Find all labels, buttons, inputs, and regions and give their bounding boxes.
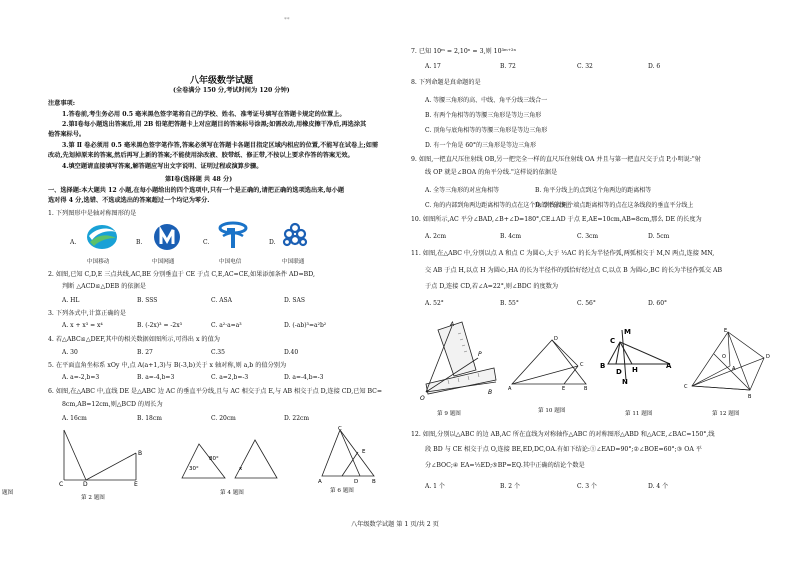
- question-5: 5. 在平面直角坐标系 xOy 中,点 A(a+1,3)与 B(-3,b)关于 x 轴对称,则 a,b 的值分别为: [48, 362, 287, 369]
- notice-item: 4.填空题请直接填写答案,解答题应写出文字说明、证明过程或演算步骤。: [62, 163, 263, 170]
- option-c: C.35: [211, 349, 225, 356]
- option-b: B. 有两个角相等的等腰三角形是等边三角形: [425, 112, 542, 119]
- notice-item: 改动,先划掉原来的答案,然后再写上新的答案;不能使用涂改液、胶带纸、修正带,不按以上要求作答的答案无效。: [48, 152, 354, 159]
- label-d: D: [554, 336, 558, 342]
- option-d: D. 5cm: [648, 233, 670, 240]
- option-a: A. 2cm: [425, 233, 447, 240]
- option-a: A. 17: [425, 63, 441, 70]
- figure-2-caption: 第 2 题图: [81, 495, 105, 501]
- notice-item: 2.第Ⅰ卷每小题选出答案后,用 2B 铅笔把答题卡上对应题目的答案标号涂黑;如需改动,用橡皮擦干净后,再选涂其: [62, 121, 367, 128]
- option-a: A. a=-2,b=3: [62, 374, 100, 381]
- question-4: 4. 若△ABC≌△DEF,其中的相关数据如图所示,可得出 x 的值为: [48, 336, 220, 343]
- exam-subtitle: (全卷满分 150 分,考试时间为 120 分钟): [173, 87, 290, 94]
- option-c: C. 32: [577, 63, 593, 70]
- figure-10: [508, 336, 590, 390]
- label-c: C: [684, 384, 688, 390]
- notice-item: 3.第 Ⅱ 卷必须用 0.5 毫米黑色签字笔作答,答案必须写在答题卡各题目指定区域内相应的位置,不能写在试卷上;如需: [62, 142, 379, 149]
- question-2: 2. 如图,已知 C,D,E 三点共线,AC,BE 分别垂直于 CE 于点 C,E,AC=CE,如果添加条件 AD=BD,: [48, 271, 315, 278]
- option-d: D. (-ab)³=a²b²: [284, 322, 327, 329]
- option-a: A. x + x³ = x⁴: [62, 322, 103, 329]
- label-c: C: [580, 362, 584, 368]
- figure-4: [177, 436, 297, 486]
- notice-heading: 注意事项:: [48, 100, 76, 107]
- label-m: M: [624, 328, 631, 336]
- option-label: B.: [136, 239, 143, 246]
- logo-caption: 中国电信: [219, 259, 242, 265]
- figure-6: [318, 426, 378, 484]
- label-e: E: [562, 386, 566, 392]
- option-d: D. 60°: [648, 300, 668, 307]
- notice-item: 他答案标号。: [48, 131, 86, 138]
- section-intro: 选对得 4 分,选错、不选或选出的答案超过一个均记为零分.: [48, 197, 210, 204]
- label-o: O: [420, 395, 425, 402]
- question-1: 1. 下列图形中是轴对称图形的是: [48, 210, 137, 217]
- option-a: A. 16cm: [62, 415, 87, 422]
- section-intro: 一、选择题:本大题共 12 小题,在每小题给出的四个选项中,只有一个是正确的,请把正确的选项选出来,每小题: [48, 187, 345, 194]
- label-e: E: [724, 328, 728, 334]
- option-c: C. a²·a=a³: [211, 322, 242, 329]
- label-d: D: [766, 354, 770, 360]
- figure-6-caption: 第 6 题图: [330, 488, 354, 494]
- option-b: B. 55°: [500, 300, 519, 307]
- label-n: N: [622, 378, 628, 386]
- label-b: B: [584, 386, 588, 392]
- option-a: A. 等腰三角形的高、中线、角平分线三线合一: [425, 97, 548, 104]
- figure-9-caption: 第 9 题图: [437, 411, 461, 417]
- option-b: B. 2 个: [500, 483, 520, 490]
- label-a: A: [666, 362, 672, 370]
- figure-2: [58, 425, 148, 487]
- option-d: D. a=-4,b=-3: [284, 374, 324, 381]
- option-a: A. 1 个: [425, 483, 445, 490]
- label-d: D: [616, 368, 622, 376]
- option-d: D.40: [284, 349, 299, 356]
- option-b: B. (-2x)³ = -2x³: [137, 322, 183, 329]
- option-c: C. 56°: [577, 300, 596, 307]
- option-b: B. 72: [500, 63, 516, 70]
- label-h: H: [632, 366, 638, 374]
- angle-label: 30°: [189, 466, 199, 472]
- option-b: B. 角平分线上的点到这个角两边的距离相等: [535, 187, 652, 194]
- option-c: C. 角的内部到角两边距离相等的点在这个角的平分线上: [425, 202, 572, 209]
- exam-title: 八年级数学试题: [190, 76, 254, 86]
- edge-mark: 题图: [2, 490, 14, 496]
- figure-11-caption: 第 11 题图: [625, 411, 653, 417]
- question-12: 12. 如图,分别以△ABC 的边 AB,AC 所在直线为对称轴作△ABC 的对称图形△ABD 和△ACE,∠BAC=150°,线: [411, 431, 715, 438]
- china-telecom-logo: [217, 220, 249, 254]
- page-footer: 八年级数学试题 第 1 页/共 2 页: [351, 521, 439, 528]
- question-9-cont: 线 OP 就是∠BOA 的角平分线."这样说的依据是: [425, 169, 558, 176]
- option-c: C. 20cm: [211, 415, 236, 422]
- logo-caption: 中国联通: [282, 259, 305, 265]
- label-a: A: [732, 366, 736, 372]
- label-c: C: [338, 426, 342, 432]
- option-d: D. 4 个: [648, 483, 669, 490]
- option-label: C.: [203, 239, 210, 246]
- label-b: B: [600, 362, 606, 370]
- option-b: B. 18cm: [137, 415, 162, 422]
- label-a: A: [508, 386, 512, 392]
- option-c: C. 3cm: [577, 233, 599, 240]
- label-p: P: [478, 351, 482, 358]
- option-b: B. a=-4,b=3: [137, 374, 175, 381]
- figure-10-caption: 第 10 题图: [538, 408, 566, 414]
- option-a: A. 全等三角形的对应角相等: [425, 187, 500, 194]
- option-d: D. 到线段两个端点距离相等的点在这条线段的垂直平分线上: [535, 202, 694, 209]
- label-d: D: [354, 479, 359, 485]
- question-3: 3. 下列各式中,计算正确的是: [48, 310, 126, 317]
- label-c: C: [610, 337, 616, 345]
- option-d: D. SAS: [284, 297, 305, 304]
- option-a: A. HL: [62, 297, 80, 304]
- label-e: E: [362, 449, 366, 455]
- option-a: A. 52°: [425, 300, 444, 307]
- figure-12-caption: 第 12 题图: [712, 411, 740, 417]
- question-2-cont: 判断 △ACD≌△DEB 的依据是: [62, 283, 146, 290]
- china-netcom-logo: [152, 222, 182, 254]
- label-a: A: [318, 479, 322, 485]
- question-7: 7. 已知 10ᵐ = 2,10ⁿ = 3,则 10³ᵐ⁺²ⁿ: [411, 48, 517, 55]
- label-d: D: [83, 481, 88, 488]
- option-c: C. 顶角与底角相等的等腰三角形是等边三角形: [425, 127, 548, 134]
- option-c: C. 3 个: [577, 483, 597, 490]
- option-d: D. 22cm: [284, 415, 310, 422]
- question-11-cont: 交 AB 于点 H,以点 H 为圆心,HA 的长为半径作的弧恰好经过点 C,以点 B 为圆心,BC 的长为半径作弧交 AB: [425, 267, 723, 274]
- question-12-cont: 分∠BOC;④ EA=½ED;⑤BP=EQ.其中正确的结论个数是: [425, 462, 585, 469]
- option-label: A.: [70, 239, 77, 246]
- figure-12: [684, 328, 770, 400]
- logo-caption: 中国网通: [152, 259, 175, 265]
- option-d: D. 6: [648, 63, 661, 70]
- question-11-cont: 于点 D,连接 CD,若∠A=22°,则∠BDC 的度数为: [425, 283, 559, 290]
- label-b: B: [138, 450, 143, 457]
- question-8: 8. 下列命题是真命题的是: [411, 79, 481, 86]
- figure-9: [418, 320, 498, 400]
- question-12-cont: 段 BD 与 CE 相交于点 O,连接 BE,ED,DC,OA.有如下结论:①∠EAD=90°;②∠BOE=60°;③ OA 平: [425, 446, 702, 453]
- angle-label: 80°: [209, 456, 219, 462]
- label-o: O: [722, 354, 726, 360]
- section-title: 第Ⅰ卷(选择题 共 48 分): [165, 176, 233, 183]
- label-e: E: [134, 481, 138, 488]
- option-a: A. 30: [62, 349, 78, 356]
- option-c: C. a=2,b=-3: [211, 374, 249, 381]
- top-mark: **: [284, 17, 290, 23]
- figure-11: [598, 326, 674, 384]
- label-c: C: [59, 481, 64, 488]
- option-b: B. SSS: [137, 297, 158, 304]
- question-11: 11. 如图,在△ABC 中,分别以点 A 和点 C 为圆心,大于 ½AC 的长为半径作弧,两弧相交于 M,N 两点,连接 MN,: [411, 250, 715, 257]
- question-10: 10. 如图所示,AC 平分∠BAD,∠B+∠D=180°,CE⊥AD 于点 E,AE=10cm,AB=8cm,那么 DE 的长度为: [411, 216, 702, 223]
- option-c: C. ASA: [211, 297, 232, 304]
- question-9: 9. 如图,一把直尺压住射线 OB,另一把完全一样的直尺压住射线 OA 并且与第一把直尺交于点 P,小明说:"射: [411, 156, 701, 163]
- question-6-cont: 8cm,AB=12cm,则△BCD 的周长为: [62, 401, 163, 408]
- option-label: D.: [269, 239, 276, 246]
- option-d: D. 有一个角是 60°的三角形是等边三角形: [425, 142, 536, 149]
- unknown-angle-label: x: [239, 466, 243, 472]
- notice-item: 1.答卷前,考生务必用 0.5 毫米黑色签字笔将自己的学校、姓名、准考证号填写在答题卡规定的位置上。: [62, 111, 346, 118]
- label-b: B: [488, 389, 493, 396]
- figure-4-caption: 第 4 题图: [220, 490, 244, 496]
- china-mobile-logo: [84, 222, 120, 256]
- logo-caption: 中国移动: [87, 259, 110, 265]
- option-b: B. 27: [137, 349, 153, 356]
- label-b: B: [372, 479, 376, 485]
- china-unicom-logo: [279, 222, 311, 252]
- label-a: A: [450, 321, 455, 328]
- question-6: 6. 如图,在△ABC 中,直线 DE 是△ABC 边 AC 的垂直平分线,且与 AC 相交于点 E,与 AB 相交于点 D,连接 CD,已知 BC=: [48, 388, 383, 395]
- option-b: B. 4cm: [500, 233, 522, 240]
- label-b: B: [748, 394, 752, 400]
